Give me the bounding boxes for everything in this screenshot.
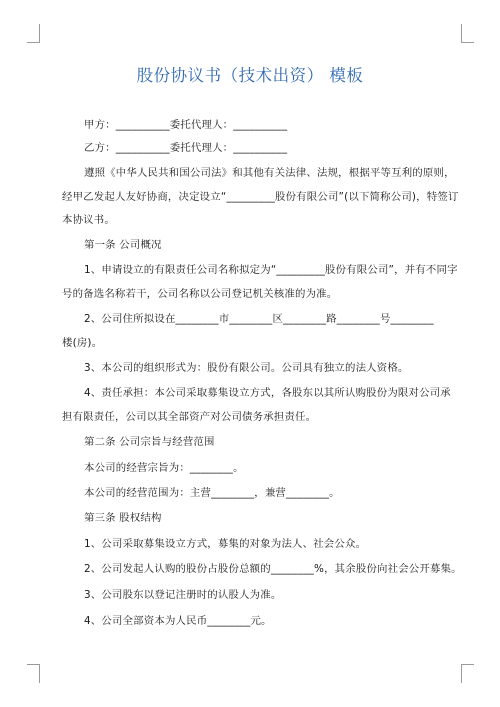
document-title: 股份协议书（技术出资） 模板 [136,66,364,85]
crop-mark-bottom-right [461,664,474,683]
preamble-line-1: 遵照《中华人民共和国公司法》和其他有关法律、法规，根据平等互利的原则， [84,167,455,179]
preamble-line-3: 本协议书。 [62,214,115,226]
article-3-item-1: 1、公司采取募集设立方式，募集的对象为法人、社会公众。 [84,538,367,550]
article-1-heading: 第一条 公司概况 [84,239,162,251]
article-1-item-1-line-1: 1、申请设立的有限责任公司名称拟定为“_________股份有限公司”，并有不同字 [84,264,458,276]
article-1-item-2-line-2: 楼(房)。 [62,337,103,349]
crop-mark-top-right [461,24,474,43]
crop-mark-top-left [27,24,40,43]
article-1-item-3: 3、本公司的组织形式为：股份有限公司。公司具有独立的法人资格。 [84,362,409,374]
business-scope-line: 本公司的经营范围为：主营________，兼营________。 [84,487,340,499]
party-a-line: 甲方：__________委托代理人：__________ [84,119,288,131]
article-1-item-4-line-2: 担有限责任，公司以其全部资产对公司债务承担责任。 [62,411,317,423]
article-3-item-3: 3、公司股东以登记注册时的认股人为准。 [84,589,282,601]
preamble-line-2: 经甲乙发起人友好协商，决定设立“_________股份有限公司”(以下简称公司)，特签订 [62,191,459,203]
article-1-item-2-line-1: 2、公司住所拟设在________市________区________路________号________ [84,313,434,325]
article-1-item-1-line-2: 号的备选名称若干，公司名称以公司登记机关核准的为准。 [62,288,338,300]
crop-mark-bottom-left [27,664,40,683]
business-purpose-line: 本公司的经营宗旨为：________。 [84,462,244,474]
party-b-line: 乙方：__________委托代理人：__________ [84,142,288,154]
article-3-item-4: 4、公司全部资本为人民币________元。 [84,615,272,627]
article-3-heading: 第三条 股权结构 [84,512,162,524]
article-3-item-2: 2、公司发起人认购的股份占股份总额的________%，其余股份向社会公开募集。 [84,563,462,575]
article-2-heading: 第二条 公司宗旨与经营范围 [84,436,215,448]
article-1-item-4-line-1: 4、责任承担：本公司采取募集设立方式，各股东以其所认购股份为限对公司承 [84,387,451,399]
